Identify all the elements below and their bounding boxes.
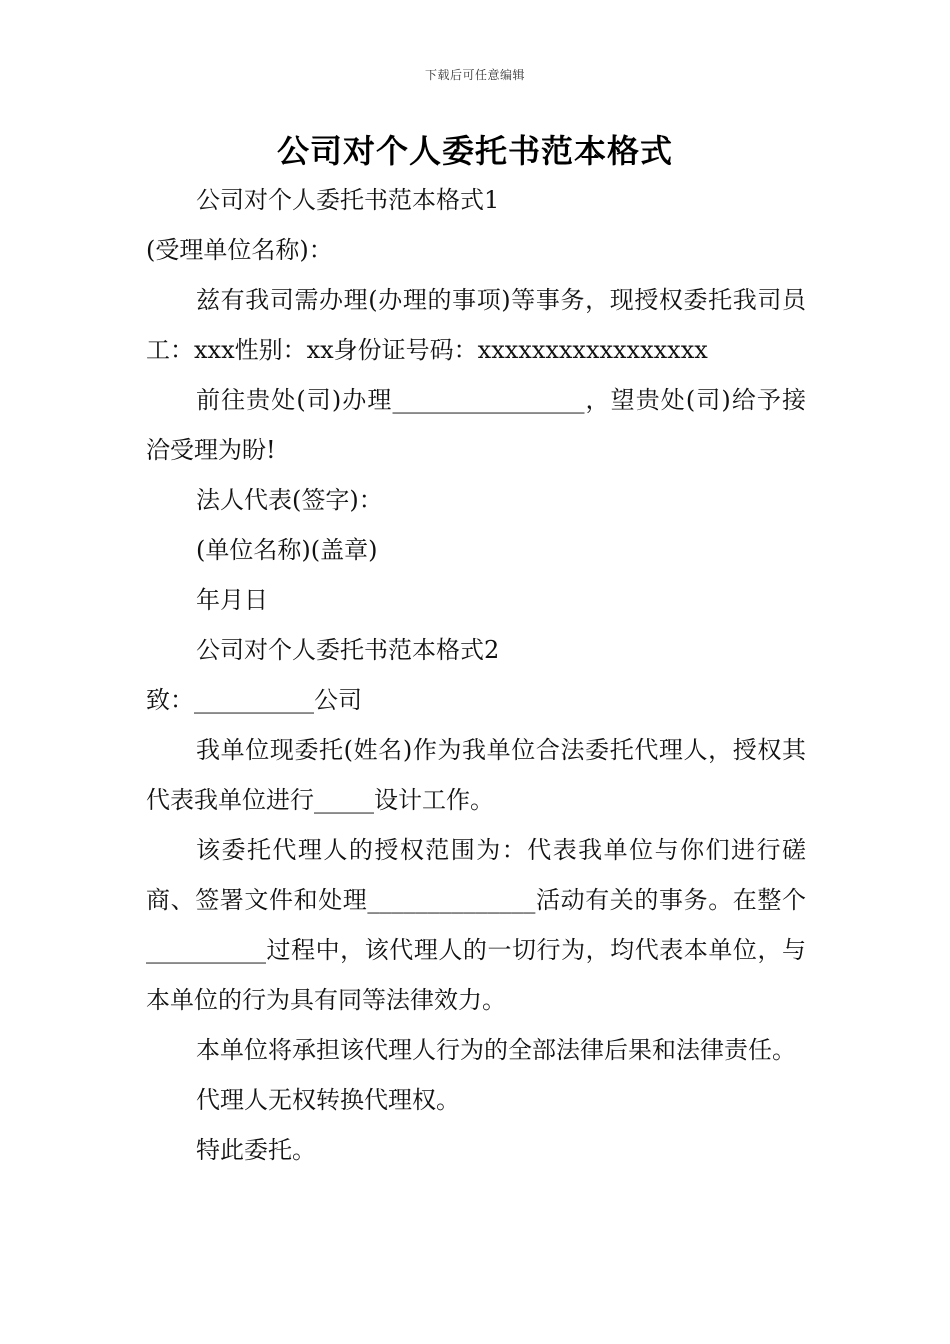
no-transfer-line: 代理人无权转换代理权。 <box>196 1086 460 1114</box>
liability-paragraph: 本单位将承担该代理人行为的全部法律后果和法律责任。 <box>196 1036 796 1064</box>
header-note: 下载后可任意编辑 <box>424 68 525 82</box>
document-title: 公司对个人委托书范本格式 <box>276 132 673 170</box>
date-line: 年月日 <box>196 586 268 614</box>
addressee-line: (受理单位名称)： <box>146 236 333 264</box>
document-body <box>146 175 806 1175</box>
company-seal-line: (单位名称)(盖章) <box>196 536 378 564</box>
section-heading-2: 公司对个人委托书范本格式2 <box>196 636 500 664</box>
delegation-paragraph: 我单位现委托(姓名)作为我单位合法委托代理人，授权其代表我单位进行_____设计工作。 <box>146 736 806 814</box>
section-heading-1: 公司对个人委托书范本格式1 <box>196 186 500 214</box>
authorization-paragraph: 兹有我司需办理(办理的事项)等事务，现授权委托我司员工：xxx性别：xx身份证号码：xxxxxxxxxxxxxxxxx <box>146 286 806 364</box>
request-paragraph: 前往贵处(司)办理________________，望贵处(司)给予接洽受理为盼! <box>146 386 806 464</box>
scope-paragraph: 该委托代理人的授权范围为：代表我单位与你们进行磋商、签署文件和处理______________活动有关的事务。在整个__________过程中，该代理人的一切行为，均代表本单位，与本单位的行为具有同等法律效力。 <box>146 836 806 1014</box>
recipient-line: 致：__________公司 <box>146 686 362 714</box>
legal-rep-signature-line: 法人代表(签字)： <box>196 486 383 514</box>
closing-line: 特此委托。 <box>196 1136 316 1164</box>
